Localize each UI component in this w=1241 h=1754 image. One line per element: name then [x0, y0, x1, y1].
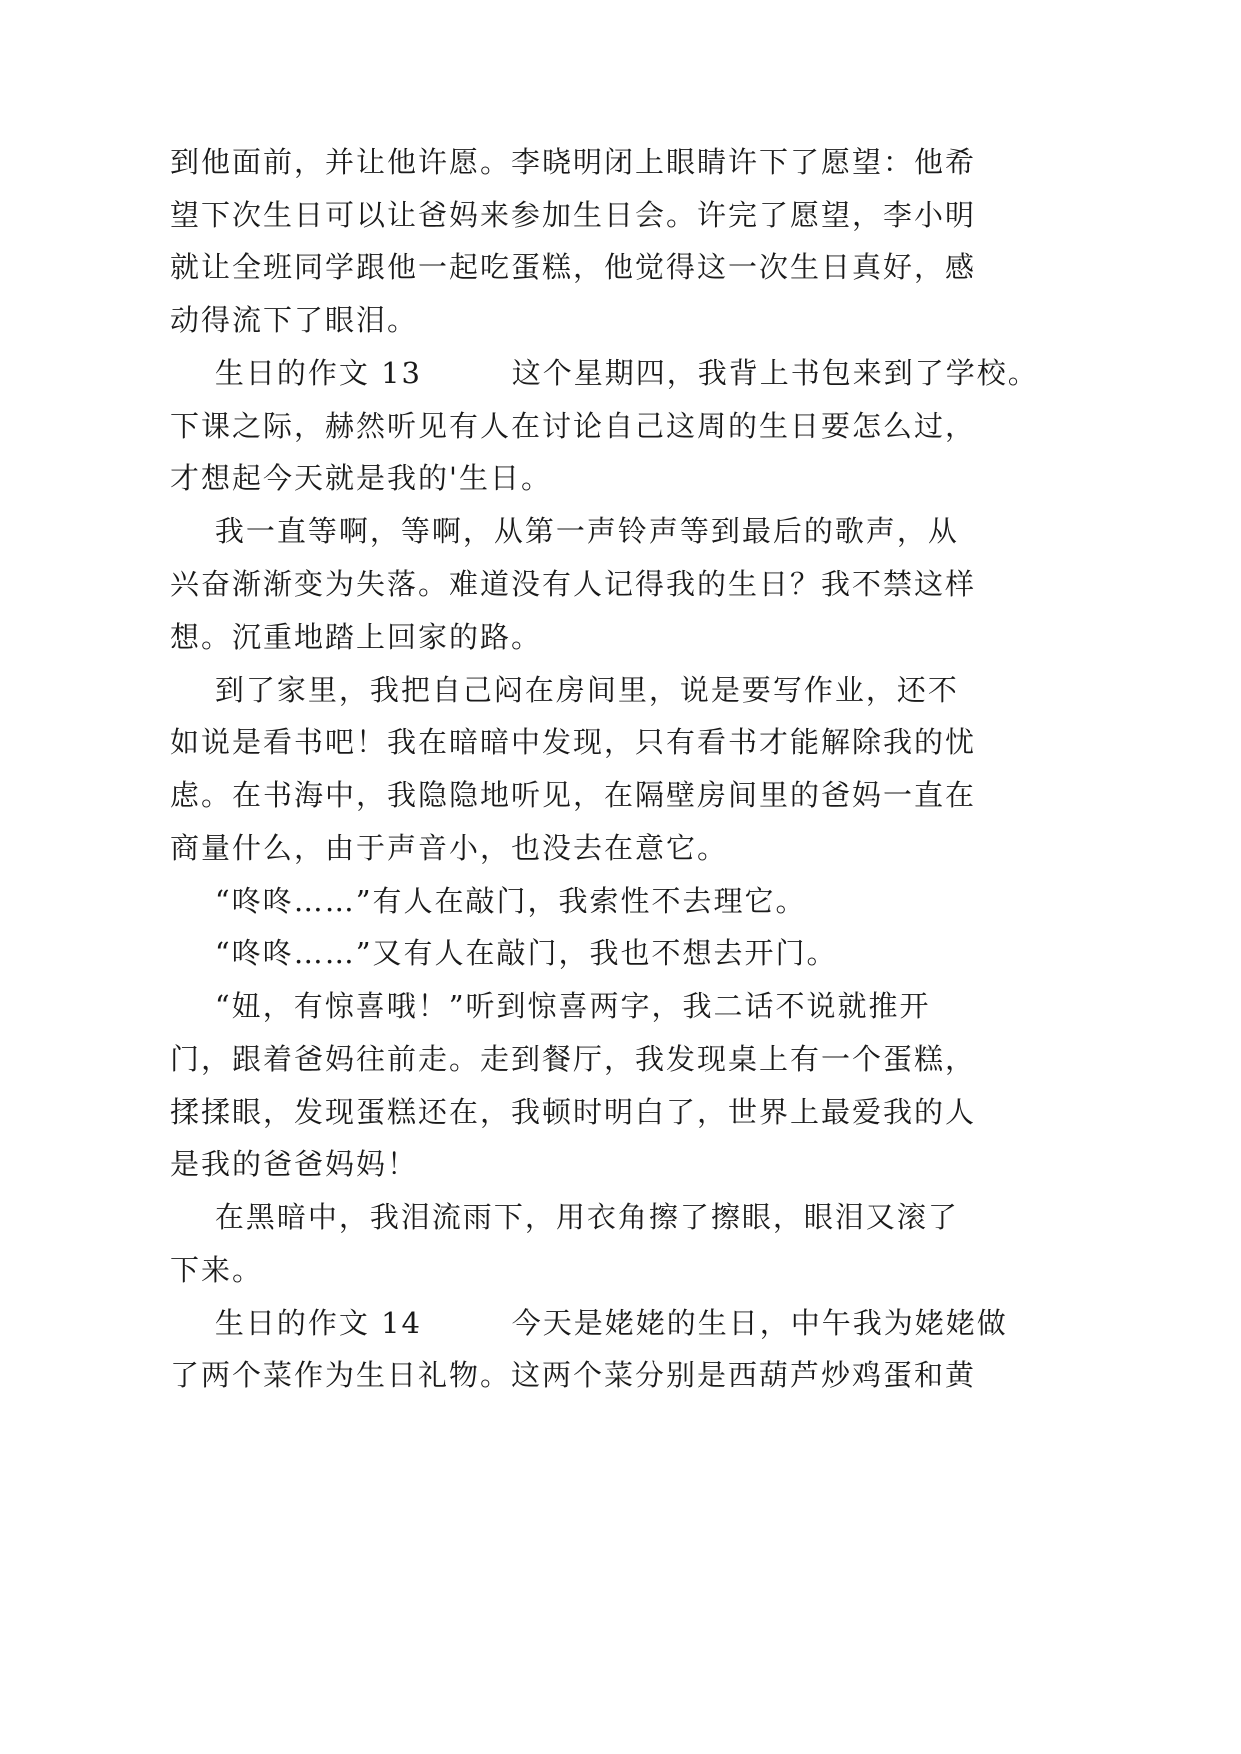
text-line: 生日的作文 14 今天是姥姥的生日，中午我为姥姥做 — [170, 1306, 1008, 1340]
text-line: 虑。在书海中，我隐隐地听见，在隔壁房间里的爸妈一直在 — [170, 778, 977, 812]
text-line: 是我的爸爸妈妈！ — [170, 1147, 419, 1181]
text-line: 生日的作文 13 这个星期四，我背上书包来到了学校。 — [170, 356, 1039, 390]
text-line: 动得流下了眼泪。 — [170, 303, 419, 337]
text-line: 如说是看书吧！我在暗暗中发现，只有看书才能解除我的忧 — [170, 725, 977, 759]
text-line: 到了家里，我把自己闷在房间里，说是要写作业，还不 — [170, 673, 959, 707]
text-line: 门，跟着爸妈往前走。走到餐厅，我发现桌上有一个蛋糕， — [170, 1042, 977, 1076]
text-line: 就让全班同学跟他一起吃蛋糕，他觉得这一次生日真好，感 — [170, 250, 977, 284]
text-line: 下课之际，赫然听见有人在讨论自己这周的生日要怎么过， — [170, 409, 977, 443]
text-line: 望下次生日可以让爸妈来参加生日会。许完了愿望，李小明 — [170, 198, 977, 232]
text-line: 下来。 — [170, 1253, 264, 1287]
text-line: 了两个菜作为生日礼物。这两个菜分别是西葫芦炒鸡蛋和黄 — [170, 1358, 977, 1392]
text-line: 我一直等啊，等啊，从第一声铃声等到最后的歌声，从 — [170, 514, 959, 548]
text-line: 在黑暗中，我泪流雨下，用衣角擦了擦眼，眼泪又滚了 — [170, 1200, 959, 1234]
text-line: “咚咚……”有人在敲门，我索性不去理它。 — [170, 884, 807, 918]
text-line: 想。沉重地踏上回家的路。 — [170, 620, 543, 654]
text-line: 揉揉眼，发现蛋糕还在，我顿时明白了，世界上最爱我的人 — [170, 1095, 977, 1129]
text-line: “妞，有惊喜哦！”听到惊喜两字，我二话不说就推开 — [170, 989, 931, 1023]
text-line: “咚咚……”又有人在敲门，我也不想去开门。 — [170, 936, 838, 970]
text-line: 到他面前，并让他许愿。李晓明闭上眼睛许下了愿望：他希 — [170, 145, 977, 179]
text-line: 商量什么，由于声音小，也没去在意它。 — [170, 831, 729, 865]
text-line: 兴奋渐渐变为失落。难道没有人记得我的生日？我不禁这样 — [170, 567, 977, 601]
text-line: 才想起今天就是我的'生日。 — [170, 461, 552, 495]
